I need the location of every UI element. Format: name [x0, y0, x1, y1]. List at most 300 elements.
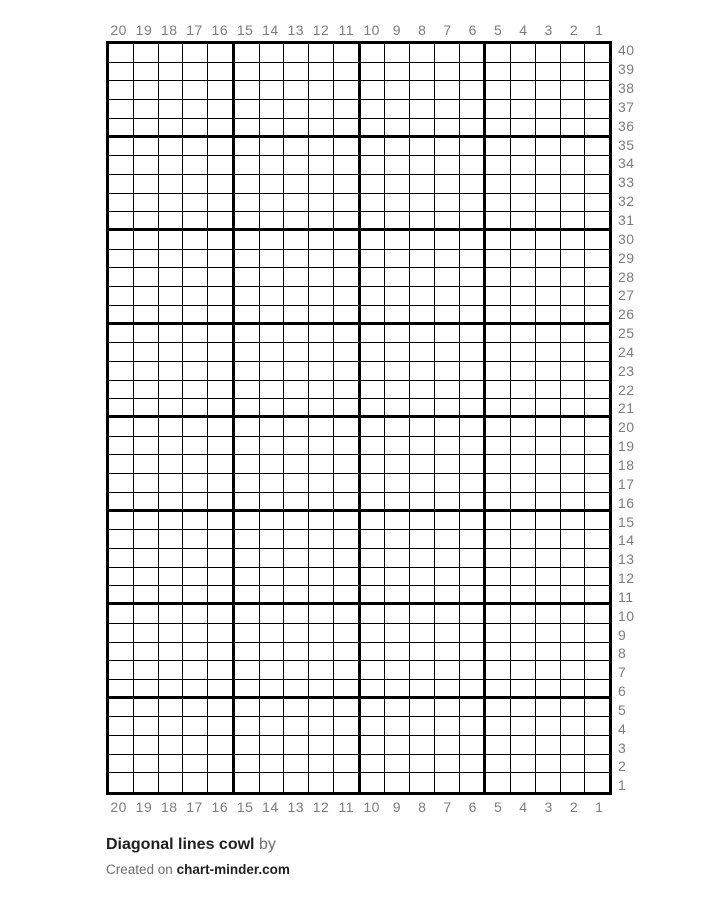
grid-cell — [435, 624, 460, 643]
grid-cell — [109, 699, 134, 718]
grid-cell — [109, 119, 134, 138]
grid-cell — [361, 418, 386, 437]
grid-cell — [309, 399, 334, 418]
grid-cell — [585, 699, 609, 718]
grid-cell — [460, 586, 487, 605]
grid-cell — [385, 586, 410, 605]
grid-cell — [134, 362, 159, 381]
grid-cell — [410, 755, 435, 774]
grid-cell — [159, 437, 184, 456]
grid-cell — [309, 624, 334, 643]
grid-cell — [235, 306, 260, 325]
grid-cell — [235, 381, 260, 400]
grid-cell — [284, 755, 309, 774]
grid-cell — [109, 81, 134, 100]
grid-cell — [511, 474, 536, 493]
grid-cell — [585, 455, 609, 474]
row-label: 4 — [618, 720, 627, 737]
grid-cell — [134, 680, 159, 699]
grid-cell — [334, 661, 361, 680]
grid-cell — [410, 381, 435, 400]
grid-cell — [134, 381, 159, 400]
grid-cell — [361, 381, 386, 400]
row-label: 28 — [618, 268, 635, 285]
grid-cell — [235, 418, 260, 437]
grid-cell — [208, 474, 235, 493]
grid-cell — [159, 119, 184, 138]
grid-row — [109, 44, 609, 63]
grid-cell — [561, 717, 586, 736]
grid-cell — [309, 530, 334, 549]
grid-cell — [486, 100, 511, 119]
grid-cell — [486, 512, 511, 531]
row-labels-right — [618, 41, 648, 795]
grid-cell — [334, 100, 361, 119]
grid-cell — [334, 306, 361, 325]
grid-cell — [536, 493, 561, 512]
grid-cell — [159, 175, 184, 194]
grid-cell — [235, 437, 260, 456]
grid-cell — [334, 231, 361, 250]
grid-cell — [511, 231, 536, 250]
grid-cell — [585, 325, 609, 344]
grid-cell — [536, 81, 561, 100]
grid-cell — [183, 306, 208, 325]
grid-cell — [260, 175, 285, 194]
grid-row — [109, 119, 609, 138]
grid-cell — [385, 437, 410, 456]
grid-cell — [183, 268, 208, 287]
grid-cell — [361, 773, 386, 792]
grid-cell — [536, 661, 561, 680]
grid-cell — [511, 568, 536, 587]
grid-cell — [361, 156, 386, 175]
grid-cell — [486, 493, 511, 512]
grid-cell — [561, 44, 586, 63]
grid-cell — [159, 568, 184, 587]
grid-cell — [159, 624, 184, 643]
grid-cell — [435, 568, 460, 587]
grid-cell — [361, 306, 386, 325]
grid-cell — [309, 212, 334, 231]
grid-cell — [435, 362, 460, 381]
grid-cell — [536, 773, 561, 792]
column-label: 10 — [363, 22, 380, 38]
grid-cell — [334, 755, 361, 774]
grid-cell — [309, 661, 334, 680]
grid-cell — [410, 530, 435, 549]
row-label: 39 — [618, 61, 635, 78]
grid-cell — [208, 212, 235, 231]
grid-cell — [260, 44, 285, 63]
grid-cell — [511, 362, 536, 381]
grid-cell — [134, 699, 159, 718]
grid-cell — [486, 474, 511, 493]
grid-cell — [134, 138, 159, 157]
grid-cell — [460, 119, 487, 138]
grid-cell — [260, 736, 285, 755]
grid-cell — [460, 325, 487, 344]
grid-cell — [134, 231, 159, 250]
grid-cell — [334, 493, 361, 512]
grid-cell — [109, 493, 134, 512]
grid-cell — [460, 680, 487, 699]
grid-cell — [309, 755, 334, 774]
grid-cell — [435, 175, 460, 194]
grid-cell — [208, 287, 235, 306]
grid-cell — [260, 156, 285, 175]
row-label: 38 — [618, 80, 635, 97]
row-label: 9 — [618, 626, 627, 643]
grid-cell — [334, 362, 361, 381]
grid-cell — [410, 362, 435, 381]
grid-cell — [486, 418, 511, 437]
grid-cell — [284, 362, 309, 381]
grid-cell — [435, 138, 460, 157]
grid-cell — [208, 699, 235, 718]
grid-cell — [159, 736, 184, 755]
grid-cell — [561, 194, 586, 213]
grid-cell — [183, 755, 208, 774]
grid-cell — [410, 736, 435, 755]
grid-cell — [284, 325, 309, 344]
grid-cell — [511, 530, 536, 549]
grid-cell — [159, 493, 184, 512]
grid-cell — [235, 512, 260, 531]
grid-cell — [260, 661, 285, 680]
grid-cell — [208, 680, 235, 699]
column-label: 7 — [443, 22, 452, 38]
column-label: 18 — [160, 799, 178, 815]
grid-row — [109, 624, 609, 643]
grid-cell — [183, 231, 208, 250]
grid-cell — [410, 717, 435, 736]
grid-cell — [260, 699, 285, 718]
grid-cell — [284, 437, 309, 456]
grid-cell — [334, 287, 361, 306]
grid-cell — [235, 549, 260, 568]
grid-row — [109, 362, 609, 381]
grid-cell — [183, 138, 208, 157]
grid-cell — [486, 455, 511, 474]
grid-cell — [361, 568, 386, 587]
grid-cell — [486, 119, 511, 138]
grid-cell — [361, 119, 386, 138]
grid-cell — [460, 773, 487, 792]
grid-cell — [536, 306, 561, 325]
grid-cell — [284, 175, 309, 194]
grid-cell — [309, 736, 334, 755]
grid-cell — [361, 643, 386, 662]
grid-cell — [309, 773, 334, 792]
grid-cell — [585, 437, 609, 456]
row-label: 32 — [618, 193, 635, 210]
grid-cell — [134, 643, 159, 662]
column-label: 9 — [392, 799, 402, 815]
grid-cell — [159, 250, 184, 269]
grid-cell — [561, 212, 586, 231]
grid-cell — [260, 194, 285, 213]
grid-cell — [585, 63, 609, 82]
grid-cell — [536, 586, 561, 605]
grid-cell — [284, 119, 309, 138]
grid-cell — [109, 268, 134, 287]
grid-cell — [334, 381, 361, 400]
grid-cell — [511, 119, 536, 138]
grid-cell — [486, 530, 511, 549]
grid-cell — [486, 287, 511, 306]
grid-row — [109, 437, 609, 456]
grid-cell — [486, 755, 511, 774]
grid-cell — [435, 736, 460, 755]
grid-cell — [486, 343, 511, 362]
grid-cell — [385, 418, 410, 437]
grid-cell — [486, 773, 511, 792]
grid-cell — [435, 661, 460, 680]
grid-cell — [536, 231, 561, 250]
column-labels-bottom — [106, 798, 612, 816]
grid-cell — [435, 306, 460, 325]
grid-cell — [134, 717, 159, 736]
grid-cell — [309, 175, 334, 194]
grid-cell — [208, 306, 235, 325]
grid-cell — [536, 736, 561, 755]
grid-cell — [235, 268, 260, 287]
grid-cell — [334, 717, 361, 736]
grid-cell — [235, 138, 260, 157]
grid-cell — [183, 624, 208, 643]
column-label: 13 — [287, 22, 305, 38]
grid-cell — [486, 661, 511, 680]
column-label: 17 — [186, 22, 203, 38]
grid-cell — [410, 512, 435, 531]
grid-cell — [183, 156, 208, 175]
grid-cell — [361, 736, 386, 755]
grid-cell — [159, 512, 184, 531]
grid-cell — [183, 381, 208, 400]
grid-cell — [235, 773, 260, 792]
grid-cell — [284, 44, 309, 63]
grid-cell — [511, 194, 536, 213]
grid-cell — [385, 194, 410, 213]
row-label: 22 — [618, 381, 635, 398]
row-label: 35 — [618, 136, 635, 153]
grid-cell — [159, 661, 184, 680]
grid-cell — [585, 100, 609, 119]
grid-cell — [159, 717, 184, 736]
grid-cell — [334, 119, 361, 138]
column-label: 13 — [287, 799, 305, 815]
grid-cell — [460, 717, 487, 736]
grid-cell — [134, 325, 159, 344]
grid-cell — [361, 212, 386, 231]
grid-cell — [410, 643, 435, 662]
grid-row — [109, 156, 609, 175]
grid-cell — [159, 680, 184, 699]
grid-cell — [284, 381, 309, 400]
grid-row — [109, 568, 609, 587]
grid-cell — [134, 474, 159, 493]
grid-cell — [435, 81, 460, 100]
row-label: 14 — [618, 532, 635, 549]
column-label: 1 — [595, 799, 604, 815]
grid-cell — [361, 586, 386, 605]
grid-row — [109, 418, 609, 437]
grid-cell — [183, 119, 208, 138]
grid-cell — [334, 63, 361, 82]
grid-cell — [260, 717, 285, 736]
grid-cell — [109, 680, 134, 699]
grid-cell — [536, 175, 561, 194]
grid-row — [109, 250, 609, 269]
grid-cell — [435, 212, 460, 231]
grid-cell — [561, 755, 586, 774]
grid-cell — [435, 268, 460, 287]
grid-cell — [260, 455, 285, 474]
grid-cell — [460, 624, 487, 643]
grid-cell — [410, 138, 435, 157]
row-label: 8 — [618, 645, 627, 662]
grid-cell — [561, 568, 586, 587]
grid-cell — [361, 44, 386, 63]
column-label: 19 — [135, 799, 153, 815]
grid-cell — [208, 530, 235, 549]
grid-cell — [585, 287, 609, 306]
grid-cell — [309, 231, 334, 250]
grid-cell — [284, 773, 309, 792]
column-label: 18 — [160, 22, 178, 38]
grid-cell — [435, 194, 460, 213]
grid-cell — [361, 717, 386, 736]
grid-cell — [410, 156, 435, 175]
row-label: 17 — [618, 475, 635, 492]
grid-cell — [183, 661, 208, 680]
grid-cell — [460, 736, 487, 755]
grid-cell — [561, 306, 586, 325]
grid-cell — [385, 306, 410, 325]
grid-cell — [309, 474, 334, 493]
grid-cell — [435, 493, 460, 512]
grid-cell — [361, 474, 386, 493]
row-label: 10 — [618, 607, 635, 624]
grid-cell — [309, 63, 334, 82]
grid-cell — [284, 586, 309, 605]
grid-cell — [109, 231, 134, 250]
grid-cell — [183, 530, 208, 549]
grid-cell — [460, 44, 487, 63]
grid-cell — [208, 381, 235, 400]
grid-cell — [460, 643, 487, 662]
row-label: 1 — [618, 777, 627, 794]
grid-cell — [385, 493, 410, 512]
grid-cell — [260, 605, 285, 624]
grid-row — [109, 736, 609, 755]
grid-cell — [284, 418, 309, 437]
grid-cell — [585, 194, 609, 213]
grid-cell — [385, 119, 410, 138]
grid-cell — [235, 81, 260, 100]
grid-cell — [159, 399, 184, 418]
grid-cell — [435, 643, 460, 662]
grid-cell — [159, 773, 184, 792]
grid-cell — [536, 605, 561, 624]
grid-cell — [208, 549, 235, 568]
grid-cell — [385, 44, 410, 63]
grid-cell — [208, 362, 235, 381]
grid-cell — [284, 212, 309, 231]
grid-cell — [410, 194, 435, 213]
grid-cell — [134, 44, 159, 63]
row-label: 27 — [618, 287, 635, 304]
grid-cell — [309, 549, 334, 568]
grid-cell — [585, 512, 609, 531]
grid-cell — [536, 474, 561, 493]
grid-cell — [561, 605, 586, 624]
row-label: 26 — [618, 306, 635, 323]
grid-cell — [109, 175, 134, 194]
column-label: 3 — [544, 799, 553, 815]
grid-cell — [536, 362, 561, 381]
grid-cell — [561, 474, 586, 493]
grid-cell — [208, 194, 235, 213]
grid-cell — [134, 343, 159, 362]
column-label: 1 — [595, 22, 604, 38]
grid-row — [109, 268, 609, 287]
grid-cell — [235, 44, 260, 63]
grid-cell — [183, 474, 208, 493]
grid-cell — [334, 605, 361, 624]
grid-cell — [385, 455, 410, 474]
grid-cell — [109, 568, 134, 587]
grid-cell — [134, 661, 159, 680]
grid-row — [109, 699, 609, 718]
grid-cell — [435, 549, 460, 568]
grid-cell — [260, 138, 285, 157]
grid-cell — [410, 175, 435, 194]
grid-cell — [134, 568, 159, 587]
grid-cell — [134, 212, 159, 231]
grid-cell — [208, 268, 235, 287]
grid-cell — [183, 362, 208, 381]
grid-cell — [260, 287, 285, 306]
grid-cell — [134, 418, 159, 437]
grid-cell — [410, 418, 435, 437]
grid-cell — [585, 119, 609, 138]
grid-cell — [585, 212, 609, 231]
grid-cell — [361, 437, 386, 456]
grid-cell — [109, 474, 134, 493]
column-label: 16 — [211, 22, 229, 38]
row-label: 11 — [618, 588, 634, 605]
grid-cell — [260, 268, 285, 287]
grid-cell — [435, 605, 460, 624]
grid-cell — [486, 586, 511, 605]
grid-cell — [260, 418, 285, 437]
grid-cell — [260, 119, 285, 138]
grid-cell — [361, 624, 386, 643]
grid-cell — [159, 194, 184, 213]
grid-cell — [260, 680, 285, 699]
grid-cell — [460, 474, 487, 493]
grid-cell — [309, 381, 334, 400]
grid-cell — [309, 44, 334, 63]
grid-cell — [334, 268, 361, 287]
grid-cell — [486, 250, 511, 269]
grid-cell — [109, 455, 134, 474]
grid-cell — [284, 81, 309, 100]
grid-cell — [536, 100, 561, 119]
grid-cell — [235, 231, 260, 250]
